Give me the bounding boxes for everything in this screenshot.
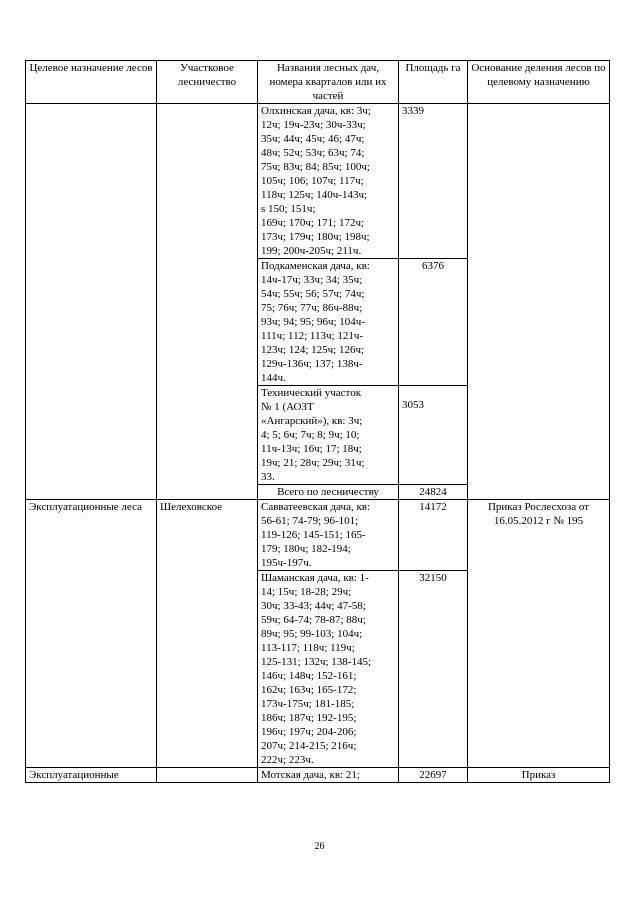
header-area: Площадь га [399, 61, 468, 104]
area-cell: 3339 [399, 104, 468, 259]
page-number: 26 [314, 841, 325, 852]
table-header-row [26, 61, 610, 104]
district-cell [157, 104, 258, 500]
district-cell [157, 768, 258, 783]
header-purpose: Целевое назначение лесов [26, 61, 157, 104]
area-cell: 6376 [399, 259, 468, 386]
table-row [26, 500, 610, 571]
forest-name-cell: Технический участок № 1 (АОЗТ «Ангарский»), кв: 3ч; 4; 5; 6ч; 7ч; 8; 9ч; 10; 11ч-13ч; 16ч; 17; 18ч; 19ч; 21; 28ч; 29ч; 31ч; 33. [258, 386, 399, 485]
basis-cell [468, 104, 610, 500]
forest-name-cell: Подкаменская дача, кв: 14ч-17ч; 33ч; 34; 35ч; 54ч; 55ч; 56; 57ч; 74ч; 75; 76ч; 77ч; 86ч-88ч; 93ч; 94; 95; 96ч; 104ч- 111ч; 112; 113ч; 121ч- 123ч; 124; 125ч; 126ч; 129ч-136ч; 137; 138ч- 144ч. [258, 259, 399, 386]
purpose-cell [26, 104, 157, 500]
area-cell: 22697 [399, 768, 468, 783]
header-district: Участковое лесничество [157, 61, 258, 104]
purpose-cell: Эксплуатационные леса [26, 500, 157, 768]
total-label: Всего по лесничеству [258, 485, 399, 500]
forest-name-cell: Олхинская дача, кв: 3ч; 12ч; 19ч-23ч; 30ч-33ч; 35ч; 44ч; 45ч; 46; 47ч; 48ч; 52ч; 53ч; 63ч; 74; 75ч; 83ч; 84; 85ч; 100ч; 105ч; 106; 107ч; 117ч; 118ч; 125ч; 140ч-143ч; s 150; 151ч; 169ч; 170ч; 171; 172ч; 173ч; 179ч; 180ч; 198ч; 199; 200ч-205ч; 211ч. [258, 104, 399, 259]
forest-name-cell: Савватеевская дача, кв: 56-61; 74-79; 96-101; 119-126; 145-151; 165- 179; 180ч; 182-194; 195ч-197ч. [258, 500, 399, 571]
header-basis: Основание деления лесов по целевому назначению [468, 61, 610, 104]
purpose-cell: Эксплуатационные [26, 768, 157, 783]
forest-table [25, 60, 610, 783]
basis-cell: Приказ Рослесхоза от 16.05.2012 г № 195 [468, 500, 610, 768]
area-cell: 14172 [399, 500, 468, 571]
area-cell: 3053 [399, 386, 468, 485]
basis-cell: Приказ [468, 768, 610, 783]
area-cell: 32150 [399, 571, 468, 768]
header-names: Названия лесных дач, номера кварталов или их частей [258, 61, 399, 104]
forest-name-cell: Шаманская дача, кв: 1- 14; 15ч; 18-28; 29ч; 30ч; 33-43; 44ч; 47-58; 59ч; 64-74; 78-87; 88ч; 89ч; 95; 99-103; 104ч; 113-117; 118ч; 119ч; 125-131; 132ч; 138-145; 146ч; 148ч; 152-161; 162ч; 163ч; 165-172; 173ч-175ч; 181-185; 186ч; 187ч; 192-195; 196ч; 197ч; 204-206; 207ч; 214-215; 216ч; 222ч; 223ч. [258, 571, 399, 768]
forest-name-cell: Мотская дача, кв: 21; [258, 768, 399, 783]
total-area: 24824 [399, 485, 468, 500]
table-row [26, 104, 610, 259]
table-row [26, 768, 610, 783]
district-cell: Шелеховское [157, 500, 258, 768]
